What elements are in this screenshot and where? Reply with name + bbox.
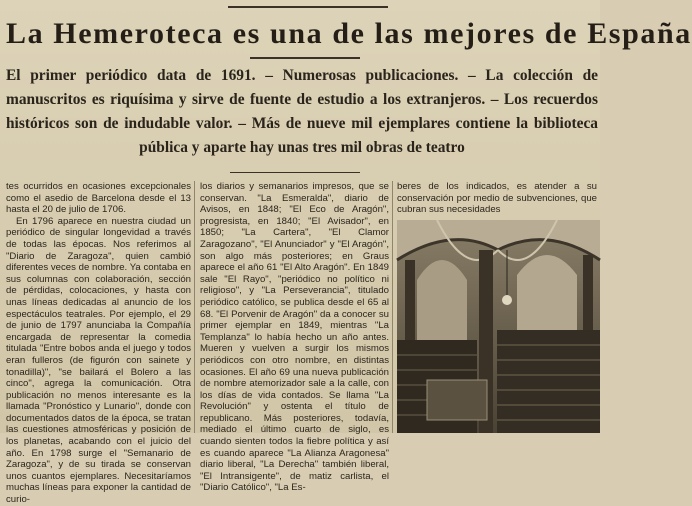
headline-rule [250,57,360,59]
subheadline-deck: El primer periódico data de 1691. – Numerosas publicaciones. – La colección de manuscritos es riquísima y sirve de fuente de estudio a los extranjeros. – Los recuerdos históricos son de indudable valor. – Más de nueve mil ejemplares contiene la biblioteca pública y aparte hay unas tres mil obras de teatro [6,67,598,156]
column-2-paragraph-1: los diarios y semanarios impresos, que se conservan. "La Esmeralda", diario de Avisos, en 1848; "El Eco de Aragón", progresista, en 1840; "El Avisador", en 1850; "La Cartera", "El Clamor Zaragozano", "El Anunciador" y "El Aragón", son algo más posteriores; en Graus aparece el año 61 "El Alto Aragón". En 1849 sale "El Rayo", "periódico no político ni religioso", y "La Perseverancia", titulado periódico católico, se publica desde el 65 al 68. "El Porvenir de Aragón" da a conocer su primer ejemplar en 1849, mientras "La Templanza" lo había hecho un año antes. Mueren y vuelven a surgir los mismos periódicos con otro nombre, en distintas ocasiones. El año 69 una nueva publicación de nombre atemorizador sale a la calle, con los días de vida contados. Se llama "La Revolución" y ostenta el título de republicano. Más posteriores, todavía, mediado el último cuarto de siglo, es cuando sienten todos la fiebre política y así es cuando aparece "La Alianza Aragonesa" diario liberal, "La Derecha" también liberal, "El Intransigente", de matiz carlista, el "Diario Católico", "La Es- [200,181,389,494]
deck-rule [230,172,360,173]
column-1-paragraph-2: En 1796 aparece en nuestra ciudad un periódico de singular longevidad a través de todas las épocas. Nos referimos al "Diario de Zaragoza", quien cambió diferentes veces de nombre. Ya contaba en sus columnas con colaboración, sección de pérdidas, colocaciones, y hasta con unas líneas dedicadas al anuncio de los espectáculos teatrales. Por ejemplo, el 29 de junio de 1797 anunciaba la Compañía encargada de representar la comedia titulada "Entre bobos anda el juego y todos eran fulleros (de figurón con sainete y tonadilla)", "se bailará el Bolero a las cinco", agrega la comunicación. Otra publicación no menos interesante es la llamada "Pronóstico y Lunario", donde con documentados datos de la época, se tratan las cuestiones atmosféricas y posición de los planetas, acabando con el juicio del año. En 1798 surge el "Semanario de Zaragoza", y de su tirada se conservan unos cuantos ejemplares. Necesitaríamos muchas líneas para exponer la cantidad de curio- [6,215,191,506]
top-rule [228,6,388,8]
article-column-3 [397,181,597,219]
article-column-2 [200,181,389,494]
library-interior-photo [397,220,600,433]
column-3-paragraph-1: beres de los indicados, es atender a su conservación por medio de subvenciones, que cubran sus necesidades [397,181,597,216]
article-column-1 [6,181,191,506]
column-separator [392,181,393,433]
headline: La Hemeroteca es una de las mejores de España [6,17,692,50]
column-1-paragraph-1: tes ocurridos en ocasiones excepcionales como el asedio de Barcelona desde el 13 hasta el 20 de julio de 1706. [6,181,191,216]
column-separator [194,181,195,433]
library-interior-photo-icon [397,220,600,433]
